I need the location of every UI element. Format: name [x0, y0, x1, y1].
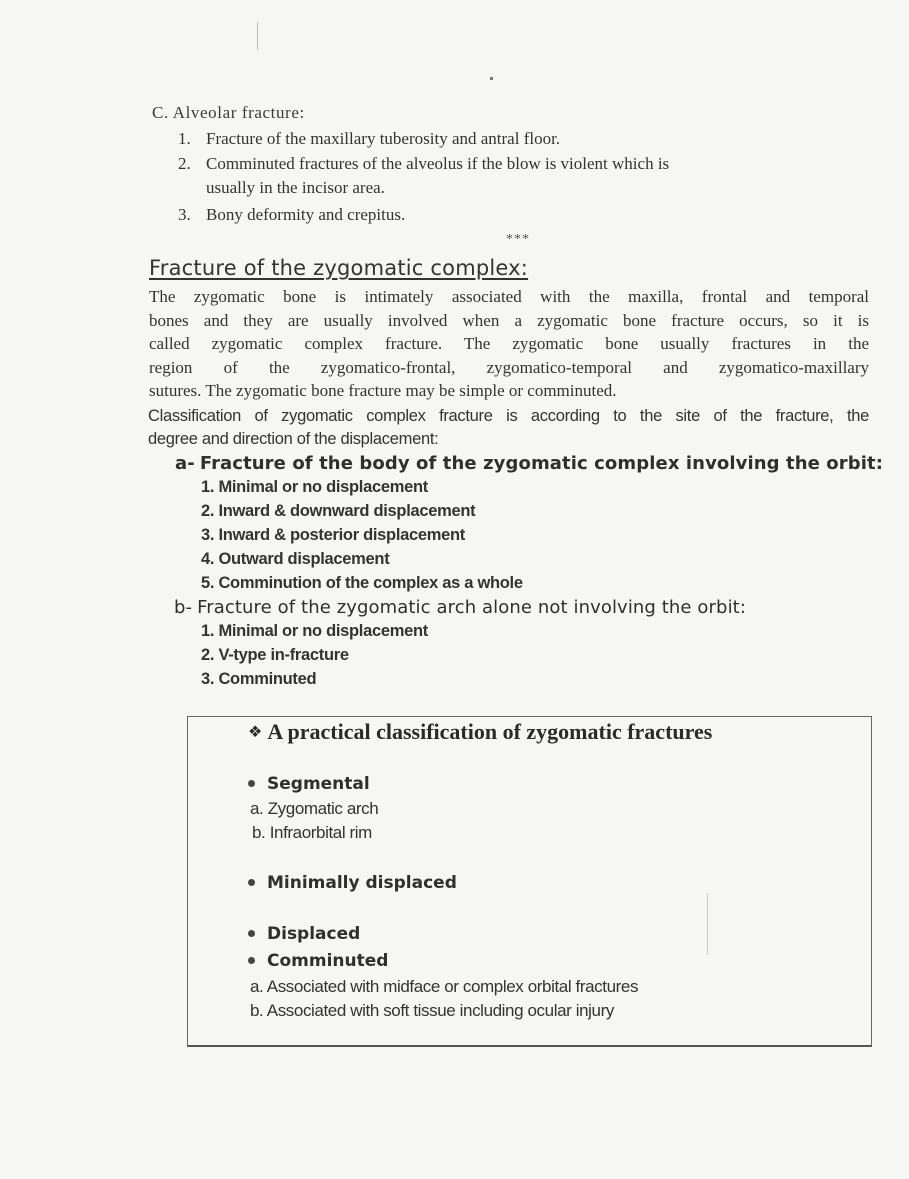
- bullet-label: Displaced: [267, 924, 361, 944]
- list-text: Comminuted fractures of the alveolus if the blow is violent which is: [206, 154, 670, 173]
- bullet-item: [248, 924, 360, 944]
- bullet-label: Comminuted: [267, 951, 389, 971]
- list-item: 2. Inward & downward displacement: [201, 502, 476, 520]
- paragraph-line: sutures. The zygomatic bone fracture may be simple or comminuted.: [149, 381, 617, 400]
- group-title: Fracture of the zygomatic arch alone not involving the orbit:: [197, 597, 746, 618]
- list-text: Bony deformity and crepitus.: [206, 205, 406, 224]
- box-title: [248, 719, 712, 745]
- sub-item: b. Associated with soft tissue including ocular injury: [250, 1001, 614, 1020]
- list-number: 1.: [178, 129, 191, 148]
- list-item: 1. Minimal or no displacement: [201, 478, 428, 496]
- list-number: 3.: [178, 205, 191, 224]
- bullet-icon: [248, 930, 255, 937]
- bullet-icon: [248, 957, 255, 964]
- section-heading: Fracture of the zygomatic complex:: [149, 256, 529, 280]
- list-item: 3. Inward & posterior displacement: [201, 526, 465, 544]
- box-title-text: A practical classification of zygomatic fractures: [267, 719, 713, 744]
- bullet-icon: [248, 780, 255, 787]
- bullet-item: [248, 951, 388, 971]
- list-item: 4. Outward displacement: [201, 550, 390, 568]
- sub-item: a. Zygomatic arch: [250, 799, 379, 818]
- list-text: Fracture of the maxillary tuberosity and antral floor.: [206, 129, 561, 148]
- list-item: 5. Comminution of the complex as a whole: [201, 574, 523, 592]
- list-item: [178, 205, 405, 225]
- group-label: b-: [174, 597, 193, 618]
- list-item: 2. V-type in-fracture: [201, 646, 349, 664]
- section-separator: ***: [506, 232, 530, 247]
- bullet-icon: [248, 879, 255, 886]
- bullet-item: [248, 873, 457, 893]
- section-c-title: C. Alveolar fracture:: [152, 103, 305, 122]
- bullet-item: [248, 774, 370, 794]
- intro-paragraph: [149, 285, 869, 403]
- paragraph-line: bones and they are usually involved when a zygomatic bone fracture occurs, so it is: [149, 310, 869, 330]
- bullet-label: Segmental: [267, 774, 370, 794]
- paragraph-line: region of the zygomatico-frontal, zygomatico-temporal and zygomatico-maxillary: [149, 357, 869, 377]
- sub-item: a. Associated with midface or complex orbital fractures: [250, 977, 639, 996]
- bullet-label: Minimally displaced: [267, 873, 457, 893]
- group-a-heading: [175, 453, 883, 474]
- sub-item: b. Infraorbital rim: [252, 823, 372, 842]
- list-item: 3. Comminuted: [201, 670, 317, 688]
- group-label: a-: [175, 453, 195, 474]
- group-b-heading: [174, 597, 746, 618]
- list-item-continuation: usually in the incisor area.: [206, 178, 385, 197]
- paragraph-line: called zygomatic complex fracture. The zygomatic bone usually fractures in the: [149, 334, 869, 353]
- paragraph-line: degree and direction of the displacement:: [148, 430, 439, 448]
- paragraph-line: Classification of zygomatic complex fracture is according to the site of the fracture, the: [148, 407, 869, 425]
- classification-paragraph: [148, 405, 869, 451]
- diamond-bullet-icon: ❖: [248, 724, 263, 741]
- list-number: 2.: [178, 154, 191, 173]
- scan-mark: [257, 22, 258, 50]
- list-item: 1. Minimal or no displacement: [201, 622, 428, 640]
- paragraph-line: The zygomatic bone is intimately associated with the maxilla, frontal and temporal: [149, 287, 869, 306]
- list-item: [178, 154, 669, 174]
- group-title: Fracture of the body of the zygomatic complex involving the orbit:: [199, 453, 884, 474]
- scan-mark: [490, 77, 493, 80]
- list-item: [178, 129, 560, 149]
